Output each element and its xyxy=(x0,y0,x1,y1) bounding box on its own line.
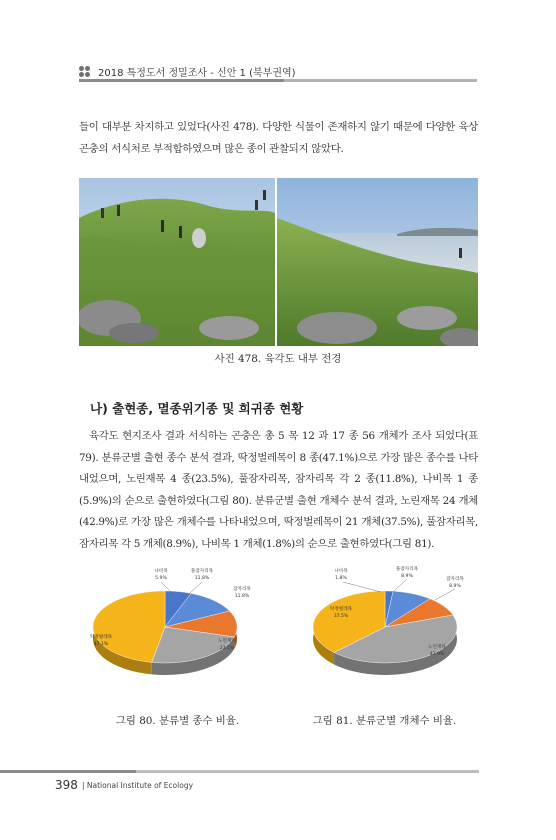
body-paragraph-2: 육각도 현지조사 결과 서식하는 곤충은 총 5 목 12 과 17 종 56 개체가 조사 되었다(표 79). 분류군별 출현 종수 분석 결과, 딱정벌레목이 8 종(47.1%)으로 가장 많은 종수를 나타내었으며, 노린재목 4 종(23.5%), 풀잠자리목, 잠자리목 각 2 종(11.8%), 나비목 1 종(5.9%)의 순으로 출현하였다(그림 80). 분류군별 출현 개체수 분석 결과, 노린재목 24 개체(42.9%)로 가장 많은 개체수를 나타내었으며, 딱정벌레목이 21 개체(37.5%), 풀잠자리목, 잠자리목 각 5 개체(8.9%), 나비목 1 개체(1.8%)의 순으로 출현하였다(그림 81). xyxy=(79,430,478,550)
publisher-name: | National Institute of Ecology xyxy=(82,781,194,790)
pie-label-잠자리목 xyxy=(446,575,464,589)
photo-caption: 사진 478. 육각도 내부 전경 xyxy=(214,353,342,365)
pie-label-name: 나비목 xyxy=(154,569,168,574)
pie-leader-line xyxy=(189,582,202,594)
chart-individual-ratio xyxy=(297,560,472,690)
pie-label-풀잠자리목 xyxy=(191,567,214,581)
page-number: 398 xyxy=(55,778,78,792)
photo-right xyxy=(277,178,478,346)
pie-label-name: 노린재목 xyxy=(218,639,236,644)
photo-left xyxy=(79,178,275,346)
pie-label-value: 8.9% xyxy=(401,574,413,579)
pie-label-value: 42.9% xyxy=(429,652,445,657)
pie-chart-81 xyxy=(297,560,472,690)
chart-81-caption: 그림 81. 분류군별 개체수 비율. xyxy=(312,715,457,727)
pie-label-value: 47.1% xyxy=(93,642,109,647)
chart-80-caption: 그림 80. 분류별 종수 비율. xyxy=(115,715,240,727)
pie-label-풀잠자리목 xyxy=(396,565,419,579)
pie-label-name: 잠자리목 xyxy=(446,577,464,582)
pie-label-value: 5.9% xyxy=(155,576,167,581)
running-title: 2018 특정도서 정밀조사 - 신안 1 (북부권역) xyxy=(98,68,296,79)
pie-label-name: 풀잠자리목 xyxy=(395,567,419,572)
photo-right-image xyxy=(277,178,478,346)
pie-label-value: 37.5% xyxy=(333,614,349,619)
footer-rule-accent xyxy=(0,770,136,773)
pie-label-name: 딱정벌레목 xyxy=(89,635,113,640)
pie-leader-line xyxy=(393,579,407,592)
pie-leader-line xyxy=(343,582,381,592)
pie-chart-80 xyxy=(77,560,252,690)
pie-label-name: 풀잠자리목 xyxy=(190,569,214,574)
pie-label-value: 23.5% xyxy=(219,646,235,651)
pie-label-잠자리목 xyxy=(233,585,251,599)
pie-label-나비목 xyxy=(334,567,348,581)
pie-label-name: 노린재목 xyxy=(428,645,446,650)
pie-label-value: 1.8% xyxy=(335,576,347,581)
header-dots-icon xyxy=(79,66,95,78)
chart-species-ratio xyxy=(77,560,252,690)
pie-label-value: 8.9% xyxy=(449,584,461,589)
pie-label-name: 잠자리목 xyxy=(233,587,251,592)
pie-label-value: 11.8% xyxy=(234,594,250,599)
photo-left-image xyxy=(79,178,275,346)
pie-label-name: 딱정벌레목 xyxy=(329,607,353,612)
pie-label-name: 나비목 xyxy=(334,569,348,574)
page-header xyxy=(0,0,556,86)
pie-leader-line xyxy=(435,589,455,600)
body-paragraph-1: 들이 대부분 차지하고 있었다(사진 478). 다양한 식물이 존재하지 않기 때문에 다양한 육상곤충의 서식처로 부적합하였으며 많은 종이 관찰되지 않았다. xyxy=(79,121,478,155)
pie-label-value: 11.8% xyxy=(194,576,210,581)
section-heading: 나) 출현종, 멸종위기종 및 희귀종 현황 xyxy=(90,401,304,416)
photo-478 xyxy=(79,178,478,346)
pie-label-나비목 xyxy=(154,567,168,581)
header-rule-accent xyxy=(79,79,284,82)
